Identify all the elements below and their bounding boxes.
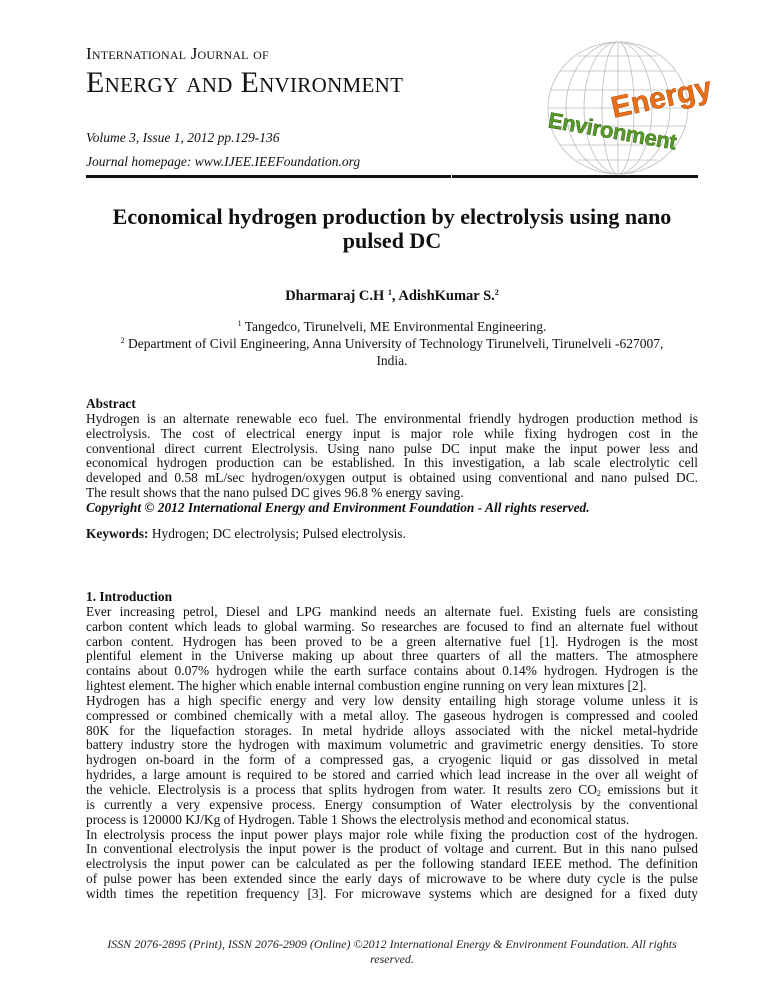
journal-homepage: Journal homepage: www.IJEE.IEEFoundation.org [86,154,361,169]
abstract-line: The result shows that the nano pulsed DC gives 96.8 % energy saving. [86,485,464,501]
affiliation-2-cont: India. [376,353,408,368]
journal-name-line1: International Journal of [86,44,269,63]
title-line: Economical hydrogen production by electrolysis using nano [112,204,672,229]
body-line: In conventional electrolysis the input power is the product of voltage and current. But in this nano pulsed [86,841,698,857]
keywords [86,527,698,542]
co2-subscript: 2 [596,788,601,798]
copyright-notice: Copyright © 2012 International Energy and Environment Foundation - All rights reserved. [86,499,590,515]
introduction-section [86,590,698,902]
author-1-affil: 1 [387,288,392,297]
body-line: Ever increasing petrol, Diesel and LPG mankind needs an alternate fuel. Existing fuels are consisting [86,603,698,619]
body-line: In electrolysis process the input power plays major role while fixing the production cost of the hydrogen. [86,826,698,842]
keywords-text: Hydrogen; DC electrolysis; Pulsed electrolysis. [148,526,406,541]
abstract-line: conventional direct current Electrolysis. Using nano pulse DC input make the input power less and [86,440,698,456]
affil-marker: 2 [120,336,125,345]
header-rule-left [86,175,451,178]
header-rule-right [452,175,698,178]
body-line: width times the repetition frequency [3]. For microwave systems which are designed for a fixed duty [86,885,698,901]
page-footer: ISSN 2076-2895 (Print), ISSN 2076-2909 (Online) ©2012 International Energy & Environment Foundation. All rights reserved. [107,937,677,966]
author-2-affil: 2 [494,288,499,297]
author-2: AdishKumar S. [398,288,495,304]
affiliation-2 [86,335,698,352]
affiliation-1 [86,318,698,335]
journal-name-line2: Energy and Environment [86,66,404,99]
affil-marker: 1 [237,319,242,328]
body-line: compressed or combined chemically with a metal alloy. The gaseous hydrogen is compressed and cooled [86,707,698,723]
body-line: contains about 0.07% hydrogen while the earth surface contains about 0.14% hydrogen. Hydrogen is the [86,663,698,679]
logo-text-environment: Environment [546,107,679,155]
logo-text-energy: Energy [608,71,715,125]
abstract-line: economical hydrogen production can be established. In this investigation, a lab scale electrolytic cell [86,455,698,471]
body-line: Hydrogen has a high specific energy and very low density entailing high storage volume unless it is [86,692,698,708]
body-line: 80K for the liquefaction storages. In metal hydride alloys associated with the nickel metal-hydride [86,722,698,738]
introduction-heading: 1. Introduction [86,589,173,604]
co2-text-after: emissions but it [600,781,698,797]
body-line-co2 [86,783,698,798]
author-separator: , [391,288,399,304]
affil-text: Department of Civil Engineering, Anna University of Technology Tirunelveli, Tirunelveli -627007, [124,336,664,351]
body-line: plentiful element in the Universe making up about three quarters of all the matters. The atmosphere [86,648,698,664]
journal-volume: Volume 3, Issue 1, 2012 pp.129-136 [86,130,280,145]
body-line: of pulse power has been extended since the early days of microwave to be where duty cycle is the pulse [86,871,698,887]
body-line: process is 120000 KJ/Kg of Hydrogen. Table 1 Shows the electrolysis method and economical status. [86,811,630,827]
body-line: hydrides, a large amount is required to be stored and carried which lead increase in the over all weight of [86,767,698,783]
author-1: Dharmaraj C.H [285,288,385,304]
body-line: battery industry store the hydrogen with maximum volumetric and gravimetric energy densities. To store [86,737,698,753]
title-line: pulsed DC [342,228,442,253]
body-line: lightest element. The higher which enable internal combustion engine running on very lean mixtures [2]. [86,678,647,694]
keywords-label: Keywords: [86,526,149,541]
body-line: carbon content which leads to global warming. So researches are focused to find an alternate fuel without [86,618,698,634]
authors [86,288,698,305]
body-line: electrolysis the input power can be calculated as per the following standard IEEE method. The definition [86,856,698,872]
abstract-heading: Abstract [86,396,136,411]
abstract-section [86,397,698,516]
abstract-line: developed and 0.58 mL/sec hydrogen/oxygen output is obtained using conventional and nano pulsed DC. [86,470,698,486]
paper-title [86,205,698,253]
abstract-line: electrolysis. The cost of electrical energy input is major role while fixing hydrogen cost in the [86,425,698,441]
affiliations [86,318,698,369]
journal-logo-globe-icon [540,38,715,178]
abstract-line: Hydrogen is an alternate renewable eco fuel. The environmental friendly hydrogen production method is [86,410,698,426]
affil-text: Tangedco, Tirunelveli, ME Environmental Engineering. [241,319,547,334]
co2-text-before: the vehicle. Electrolysis is a process that splits hydrogen from water. It results zero CO [86,781,597,797]
body-line: hydrogen on-board in the form of a compressed gas, a cryogenic liquid or gas dissolved in metal [86,752,698,768]
body-line: is currently a very expensive process. Energy consumption of Water electrolysis by the conventional [86,796,698,812]
body-line: carbon content. Hydrogen has been proved to be a green alternative fuel [1]. Hydrogen is the most [86,633,698,649]
